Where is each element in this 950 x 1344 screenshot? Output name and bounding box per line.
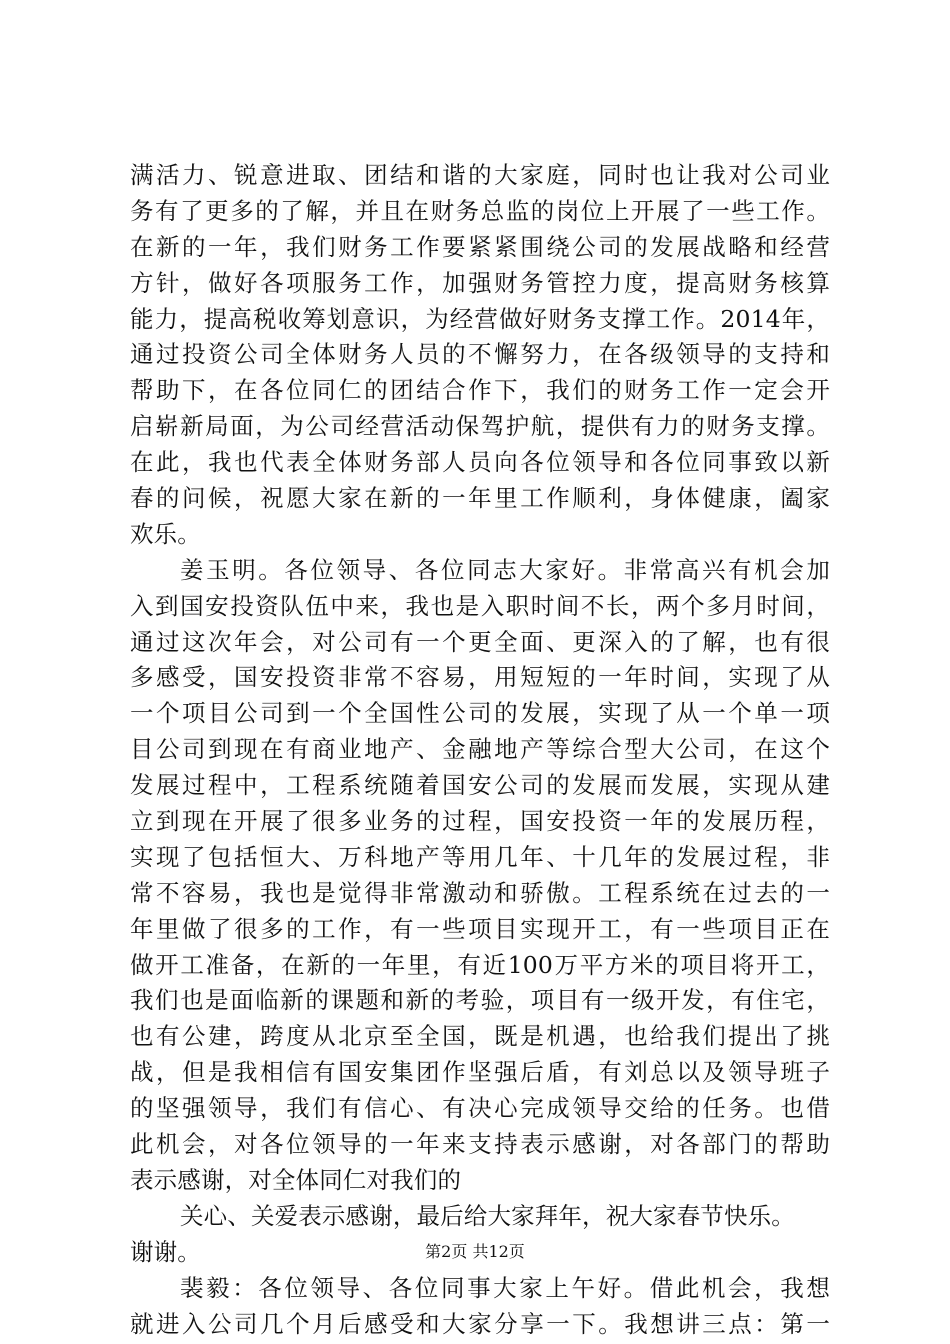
text-line: 通过投资公司全体财务人员的不懈努力，在各级领导的支持和 <box>130 340 830 369</box>
text-line: 年里做了很多的工作，有一些项目实现开工，有一些项目正在 <box>130 914 830 943</box>
text-line: 做开工准备，在新的一年里，有近100万平方米的项目将开工， <box>130 950 830 979</box>
text-line: 目公司到现在有商业地产、金融地产等综合型大公司，在这个 <box>130 735 830 764</box>
text-line: 发展过程中，工程系统随着国安公司的发展而发展，实现从建 <box>130 771 830 800</box>
text-line: 表示感谢，对全体同仁对我们的 <box>130 1165 462 1194</box>
text-line: 一个项目公司到一个全国性公司的发展，实现了从一个单一项 <box>130 699 830 728</box>
text-line: 欢乐。 <box>130 519 201 548</box>
text-line: 就进入公司几个月后感受和大家分享一下。我想讲三点：第一 <box>130 1309 830 1338</box>
text-line: 入到国安投资队伍中来，我也是入职时间不长，两个多月时间， <box>130 591 830 620</box>
page-number-label: 第2页 共12页 <box>425 1242 525 1261</box>
text-line: 关心、关爱表示感谢，最后给大家拜年，祝大家春节快乐。 <box>180 1201 795 1230</box>
text-line: 立到现在开展了很多业务的过程，国安投资一年的发展历程， <box>130 807 830 836</box>
page-footer <box>0 1241 950 1263</box>
text-line: 务有了更多的了解，并且在财务总监的岗位上开展了一些工作。 <box>130 196 830 225</box>
text-line: 裴毅：各位领导、各位同事大家上午好。借此机会，我想 <box>180 1273 830 1302</box>
text-line: 通过这次年会，对公司有一个更全面、更深入的了解，也有很 <box>130 627 830 656</box>
text-line: 多感受，国安投资非常不容易，用短短的一年时间，实现了从 <box>130 663 830 692</box>
text-line: 在新的一年，我们财务工作要紧紧围绕公司的发展战略和经营 <box>130 232 830 261</box>
text-line: 此机会，对各位领导的一年来支持表示感谢，对各部门的帮助 <box>130 1130 830 1159</box>
text-line: 方针，做好各项服务工作，加强财务管控力度，提高财务核算 <box>130 268 830 297</box>
text-line: 的坚强领导，我们有信心、有决心完成领导交给的任务。也借 <box>130 1094 830 1123</box>
text-line: 启崭新局面，为公司经营活动保驾护航，提供有力的财务支撑。 <box>130 412 830 441</box>
text-line: 实现了包括恒大、万科地产等用几年、十几年的发展过程，非 <box>130 842 830 871</box>
text-line: 满活力、锐意进取、团结和谐的大家庭，同时也让我对公司业 <box>130 161 830 189</box>
text-line: 春的问候，祝愿大家在新的一年里工作顺利，身体健康，阖家 <box>130 484 830 513</box>
text-line: 谢谢。 <box>130 1237 201 1266</box>
text-line: 战，但是我相信有国安集团作坚强后盾，有刘总以及领导班子 <box>130 1058 830 1087</box>
text-line: 在此，我也代表全体财务部人员向各位领导和各位同事致以新 <box>130 448 830 477</box>
text-line: 也有公建，跨度从北京至全国，既是机遇，也给我们提出了挑 <box>130 1022 830 1051</box>
text-line: 我们也是面临新的课题和新的考验，项目有一级开发，有住宅， <box>130 986 830 1015</box>
text-line: 帮助下，在各位同仁的团结合作下，我们的财务工作一定会开 <box>130 376 830 405</box>
body-text <box>130 158 830 1342</box>
text-line: 能力，提高税收筹划意识，为经营做好财务支撑工作。2014年， <box>130 304 830 333</box>
text-line: 常不容易，我也是觉得非常激动和骄傲。工程系统在过去的一 <box>130 878 830 907</box>
text-line: 姜玉明。各位领导、各位同志大家好。非常高兴有机会加 <box>180 555 830 584</box>
